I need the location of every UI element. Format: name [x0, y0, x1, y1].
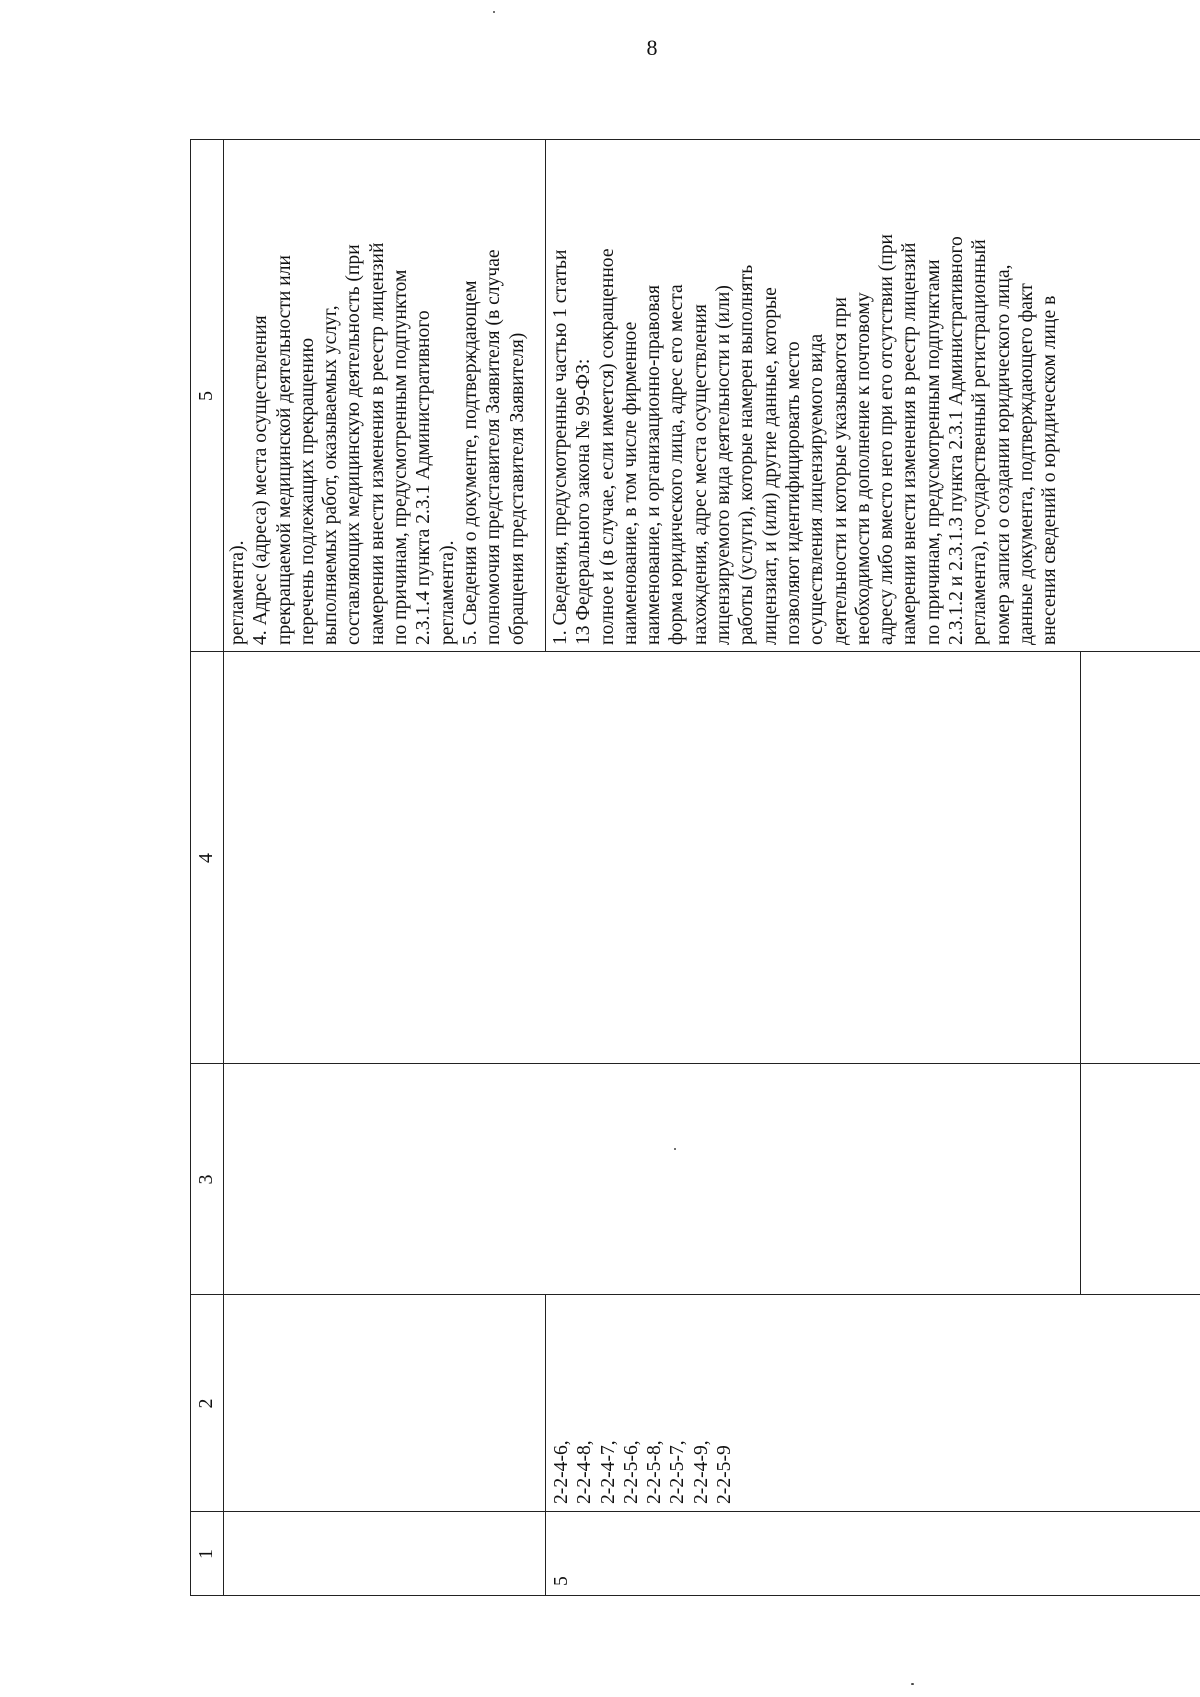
column-header-3: 3 — [195, 1174, 217, 1185]
cell-line: осуществления лицензируемого вида — [806, 333, 828, 645]
cell-line: по причинам, предусмотренным подпунктами — [922, 259, 944, 645]
row-divider — [545, 1295, 546, 1512]
cell-line: 1. Сведения, предусмотренные частью 1 статьи — [550, 249, 571, 645]
cell-line: позволяют идентифицировать место — [782, 341, 804, 645]
page-number: 8 — [646, 35, 658, 60]
cell-line: 2-2-5-8, — [644, 1440, 666, 1504]
row-divider — [545, 1512, 546, 1596]
cell-line: намерении внести изменения в реестр лицензий — [899, 242, 921, 645]
column-bottom-border — [1080, 652, 1081, 1295]
table-cell-row2-col5 — [549, 145, 1200, 645]
cell-line: обращения представителя Заявителя) — [506, 332, 528, 645]
table-cell-row2-col1: 5 — [551, 1576, 572, 1586]
cell-line: номер записи о создании юридического лица, — [992, 264, 1014, 645]
cell-line: 5. Сведения о документе, подтверждающем — [459, 280, 481, 645]
column-header-4: 4 — [195, 853, 217, 863]
table-cell-row1-col5 — [226, 145, 544, 645]
col-divider-2-3 — [190, 1294, 1200, 1295]
cell-line: нахождения, адрес места осуществления — [689, 304, 711, 645]
rotated-table — [190, 140, 1200, 1596]
cell-line: 2.3.1.4 пункта 2.3.1 Административного — [413, 310, 435, 645]
table-right-border — [190, 139, 1200, 140]
cell-line: регламента). — [227, 540, 248, 645]
cell-line: лицензиат, и (или) другие данные, которые — [759, 287, 781, 645]
cell-line: работы (услуги), которые намерен выполнять — [736, 264, 758, 645]
column-header-5: 5 — [195, 391, 217, 401]
cell-line: 2-2-5-9 — [714, 1445, 736, 1504]
cell-line: деятельности и которые указываются при — [829, 296, 851, 645]
cell-line: регламента), государственный регистрационный — [969, 239, 991, 645]
cell-line: составляющих медицинскую деятельность (при — [343, 244, 365, 645]
cell-line: выполняемых работ, оказываемых услуг, — [320, 305, 342, 645]
cell-line: регламента). — [436, 540, 458, 645]
column-header-1: 1 — [195, 1549, 217, 1559]
cell-line: 2.3.1.2 и 2.3.1.3 пункта 2.3.1 Административного — [946, 236, 968, 645]
cell-line: по причинам, предусмотренным подпунктом — [390, 269, 412, 645]
cell-line: необходимости в дополнение к почтовому — [852, 292, 874, 645]
cell-line: внесения сведений о юридическом лице в — [1039, 295, 1061, 645]
cell-line: 2-2-5-6, — [620, 1440, 642, 1504]
scan-speck — [911, 1683, 914, 1685]
cell-line: перечень подлежащих прекращению — [296, 337, 318, 645]
cell-line: 13 Федерального закона № 99-ФЗ: — [573, 358, 595, 645]
row-divider — [545, 140, 546, 652]
table-left-border — [190, 1595, 1200, 1596]
cell-line: 2-2-4-9, — [690, 1440, 712, 1504]
col-divider-1-2 — [190, 1511, 1200, 1512]
col-divider-4-5 — [190, 651, 1200, 652]
cell-line: полное и (в случае, если имеется) сокращенное — [596, 248, 618, 645]
cell-line: 4. Адрес (адреса) места осуществления — [250, 315, 272, 645]
cell-line: наименование, и организационно-правовая — [643, 285, 665, 645]
cell-line: 2-2-4-7, — [597, 1440, 619, 1504]
cell-line: 2-2-5-7, — [667, 1440, 689, 1504]
column-header-2: 2 — [195, 1398, 217, 1409]
col-divider-3-4 — [190, 1063, 1200, 1064]
cell-line: адресу либо вместо него при его отсутствии (при — [876, 234, 898, 645]
cell-line: намерении внести изменения в реестр лицензий — [366, 242, 388, 645]
cell-line: лицензируемого вида деятельности и (или) — [713, 285, 735, 645]
table-cell-row2-col2 — [550, 1299, 750, 1504]
cell-line: прекращаемой медицинской деятельности или — [273, 254, 295, 645]
cell-line: 2-2-4-8, — [574, 1440, 596, 1504]
cell-line: наименование, в том числе фирменное — [619, 321, 641, 645]
cell-line: форма юридического лица, адрес его места — [666, 284, 688, 645]
cell-line: данные документа, подтверждающего факт — [1015, 283, 1037, 645]
header-row-divider — [223, 140, 224, 1596]
cell-line: полномочия представителя Заявителя (в случае — [483, 249, 505, 645]
scan-speck — [493, 11, 495, 13]
cell-line: 2-2-4-6, — [551, 1440, 572, 1504]
table-top-border — [190, 140, 191, 1596]
